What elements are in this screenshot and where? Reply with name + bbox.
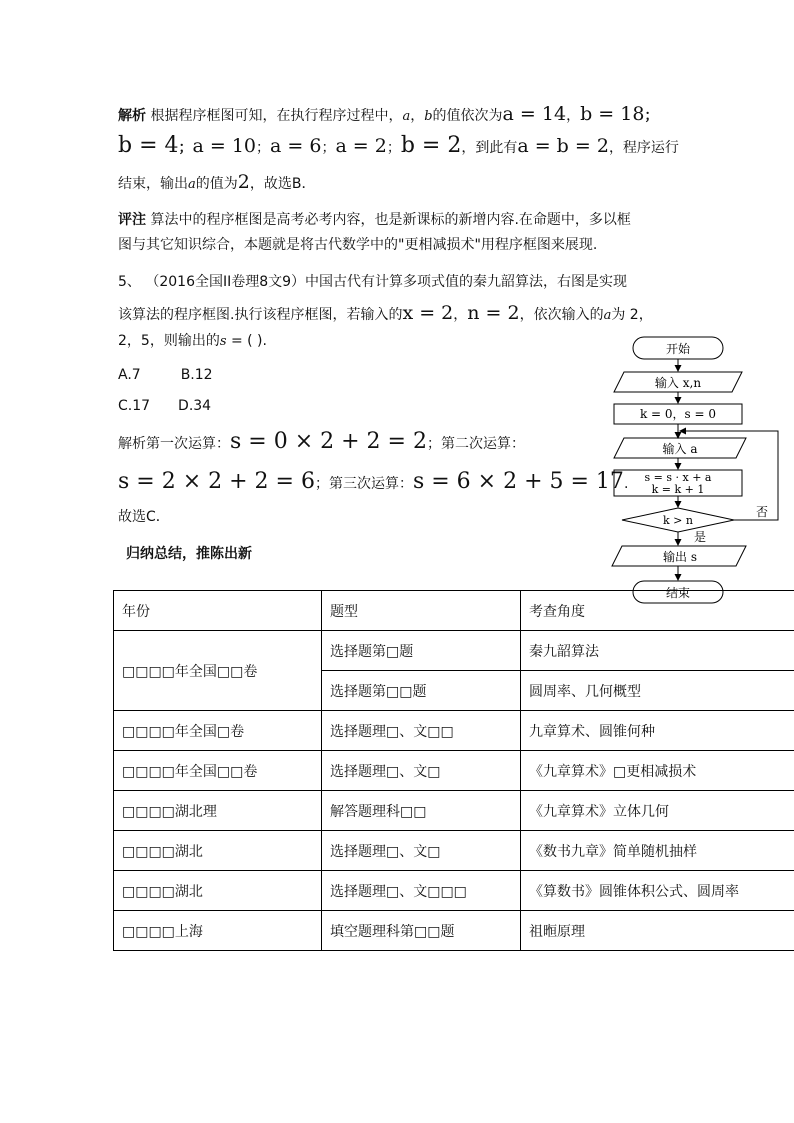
text: ，: [566, 108, 581, 124]
text: .: [623, 476, 629, 492]
text: ，: [453, 307, 468, 323]
math-a10: a = 10: [192, 135, 257, 157]
table-cell: 选择题理□、文□: [322, 831, 521, 871]
table-row: [114, 911, 794, 951]
text: 结束，输出: [118, 176, 188, 192]
option-c: C.17: [118, 398, 151, 414]
jiexi-line-3: [118, 172, 315, 195]
flow-input2-label: 输入 a: [662, 442, 698, 456]
pingzhu-line-1: [118, 210, 631, 230]
text: ，程序运行: [608, 140, 679, 156]
jiexi-line-1: [118, 104, 658, 127]
jiexi2-line-1: [118, 429, 525, 454]
flow-cond-label: k > n: [663, 514, 693, 527]
table-row: [114, 711, 794, 751]
flowchart-diagram: [600, 333, 794, 605]
table-cell: □□□□湖北理: [114, 791, 322, 831]
text: 为 2，: [611, 307, 653, 323]
flow-proc2-label: k = k + 1: [651, 483, 705, 496]
table-row: [114, 791, 794, 831]
math-b: b: [424, 109, 433, 124]
table-cell: 《数书九章》简单随机抽样: [521, 831, 794, 871]
text: ，故选B．: [249, 176, 316, 192]
table-cell: □□□□年全国□卷: [114, 711, 322, 751]
table-cell: 选择题第□题: [322, 631, 521, 671]
text: ；: [644, 108, 659, 124]
q5-line-1: [118, 272, 627, 292]
summary-table: [113, 590, 794, 951]
header-type: 题型: [322, 591, 521, 631]
math-ab2: a = b = 2: [517, 135, 609, 157]
text: ；: [178, 140, 193, 156]
flow-input1-label: 输入 x,n: [654, 376, 702, 390]
math-step2: s = 2 × 2 + 2 = 6: [118, 469, 315, 494]
text: 算法中的程序框图是高考必考内容，也是新课标的新增内容.在命题中，多以框: [150, 212, 631, 228]
math-b2: b = 2: [400, 133, 462, 158]
table-cell: 《九章算术》立体几何: [521, 791, 794, 831]
table-cell: 九章算术、圆锥何种: [521, 711, 794, 751]
text: ，依次输入的: [519, 307, 604, 323]
jiexi2-line-2: [118, 469, 629, 494]
table-cell: □□□□湖北: [114, 871, 322, 911]
text: ，: [410, 108, 425, 124]
table-cell: □□□□湖北: [114, 831, 322, 871]
text: ；第三次运算：: [314, 476, 413, 492]
text: ；第二次运算：: [426, 436, 525, 452]
math-x2: x = 2: [402, 302, 454, 324]
text: 2，5，则输出的: [118, 333, 220, 349]
math-a2: a = 2: [335, 135, 387, 157]
jiexi-line-2: [118, 133, 679, 158]
table-row: [114, 831, 794, 871]
flow-start-label: 开始: [665, 342, 691, 356]
q5-options-1: [118, 365, 213, 385]
flow-end-label: 结束: [665, 586, 691, 600]
math-a: a: [603, 308, 612, 323]
text: ；: [321, 140, 336, 156]
summary-heading: 归纳总结，推陈出新: [126, 546, 252, 562]
math-b4: b = 4: [118, 133, 179, 158]
table-cell: 选择题第□□题: [322, 671, 521, 711]
text: 的值依次为: [432, 108, 503, 124]
jiexi-label: 解析: [118, 108, 146, 124]
math-step3: s = 6 × 2 + 5 = 17: [412, 469, 624, 494]
table-row: [114, 751, 794, 791]
math-a6: a = 6: [270, 135, 322, 157]
text: ；: [386, 140, 401, 156]
q5-line-2: [118, 303, 653, 326]
text: ；: [256, 140, 271, 156]
flow-proc1-label: s = s · x + a: [644, 471, 712, 484]
math-a14: a = 14: [502, 103, 567, 125]
flow-yes-label: 是: [693, 530, 707, 544]
table-cell: □□□□年全国□□卷: [114, 631, 322, 711]
text: 图与其它知识综合，本题就是将古代数学中的"更相减损术"用程序框图来展现.: [118, 237, 598, 253]
header-angle: 考查角度: [521, 591, 794, 631]
pingzhu-line-2: [118, 235, 597, 255]
q5-line-3: [118, 331, 267, 352]
text: 解析第一次运算：: [118, 436, 230, 452]
jiexi2-line-3: [118, 507, 170, 527]
math-n2: n = 2: [467, 302, 520, 324]
math-a: a: [402, 109, 411, 124]
table-cell: 秦九韶算法: [521, 631, 794, 671]
text: = ( ).: [226, 333, 267, 349]
table-cell: 解答题理科□□: [322, 791, 521, 831]
text: ，到此有: [461, 140, 518, 156]
header-year: 年份: [114, 591, 322, 631]
math-b18: b = 18: [580, 103, 645, 125]
table-cell: 祖暅原理: [521, 911, 794, 951]
text: 5、 （2016全国II卷理8文9）中国古代有计算多项式值的秦九韶算法，右图是实现: [118, 274, 628, 290]
math-2: 2: [237, 171, 250, 193]
flow-init-label: k = 0，s = 0: [639, 407, 717, 421]
pingzhu-label: 评注: [118, 212, 146, 228]
table-cell: 选择题理□、文□□□: [322, 871, 521, 911]
q5-options-2: [118, 396, 211, 416]
text: 该算法的程序框图.执行该程序框图，若输入的: [118, 307, 403, 323]
table-cell: 《九章算术》□更相减损术: [521, 751, 794, 791]
math-a: a: [188, 177, 196, 192]
text: 故选C．: [118, 509, 170, 525]
table-cell: □□□□上海: [114, 911, 322, 951]
text: 的值为: [195, 176, 238, 192]
table-cell: □□□□年全国□□卷: [114, 751, 322, 791]
table-header-row: [114, 591, 794, 631]
option-b: B.12: [180, 367, 213, 383]
math-s: s: [219, 334, 227, 349]
table-cell: 《算数书》圆锥体积公式、圆周率: [521, 871, 794, 911]
table-cell: 填空题理科第□□题: [322, 911, 521, 951]
table-row: [114, 871, 794, 911]
flow-output-label: 输出 s: [663, 550, 697, 564]
math-step1: s = 0 × 2 + 2 = 2: [230, 429, 427, 454]
option-d: D.34: [178, 398, 212, 414]
option-a: A.7: [118, 367, 141, 383]
flow-no-label: 否: [755, 505, 769, 519]
text: 根据程序框图可知，在执行程序过程中，: [150, 108, 403, 124]
table-cell: 圆周率、几何概型: [521, 671, 794, 711]
table-cell: 选择题理□、文□: [322, 751, 521, 791]
table-cell: 选择题理□、文□□: [322, 711, 521, 751]
table-row: [114, 631, 794, 671]
